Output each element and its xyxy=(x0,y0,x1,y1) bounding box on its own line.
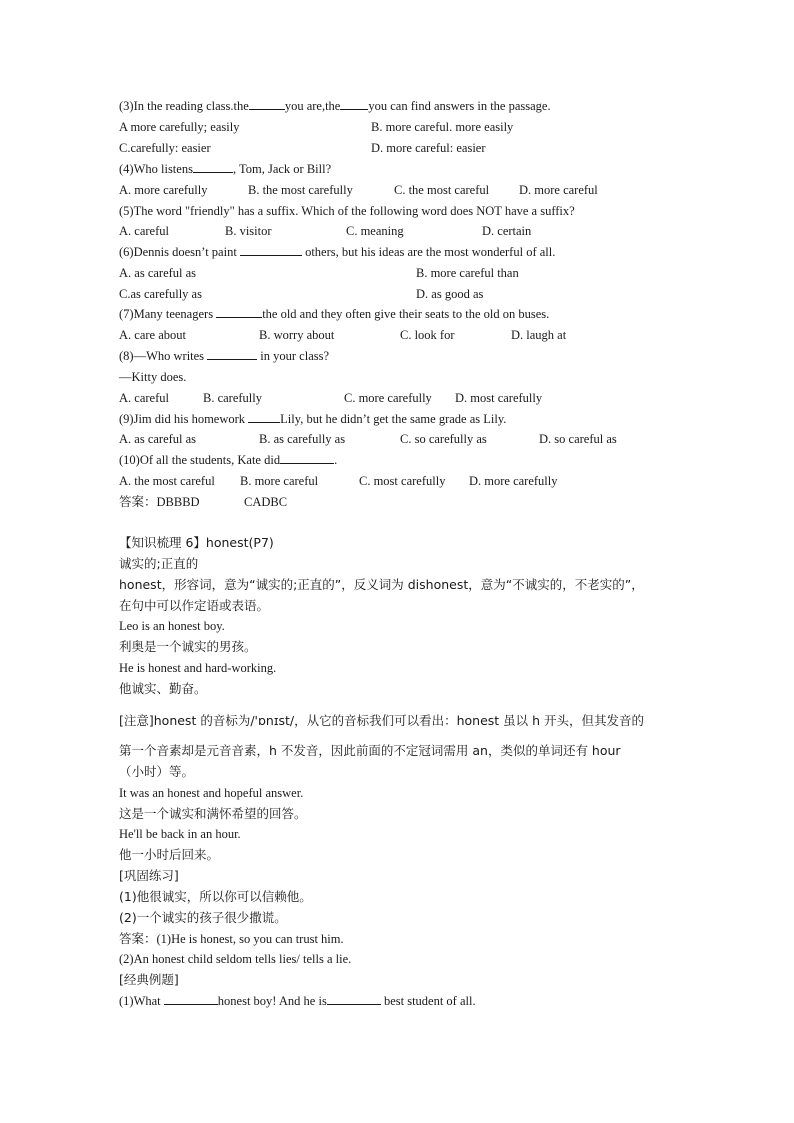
q8-option-b: B. carefully xyxy=(203,391,263,405)
q10-option-d: D. more carefully xyxy=(469,474,558,488)
definition-line1: honest，形容词，意为“诚实的;正直的”，反义词为 dishonest，意为“不诚实的，不老实的”， xyxy=(119,577,644,592)
q7-stem-part1: (7)Many teenagers xyxy=(119,307,214,321)
answer-blank xyxy=(340,98,368,110)
q10-option-b: B. more careful xyxy=(240,474,319,488)
section-heading: 【知识梳理 6】honest(P7) xyxy=(119,535,274,550)
q4-stem-part1: (4)Who listens xyxy=(119,162,193,176)
question-3 xyxy=(119,98,551,114)
q4-option-a: A. more carefully xyxy=(119,183,208,197)
q5-option-c: C. meaning xyxy=(346,224,404,238)
q10-stem-part1: (10)Of all the students, Kate did xyxy=(119,453,281,467)
q4-option-b: B. the most carefully xyxy=(248,183,353,197)
example-3-chinese: 这是一个诚实和满怀希望的回答。 xyxy=(119,806,307,821)
question-6 xyxy=(119,244,555,260)
q10-option-c: C. most carefully xyxy=(359,474,446,488)
example-1-english: Leo is an honest boy. xyxy=(119,619,225,633)
q7-option-d: D. laugh at xyxy=(511,328,567,342)
q6-option-c: C.as carefully as xyxy=(119,287,202,301)
q8-reply xyxy=(119,369,186,385)
answer-blank xyxy=(216,306,262,318)
answer-part1: DBBBD xyxy=(156,495,200,509)
question-4 xyxy=(119,161,331,177)
q6-stem-part2: others, but his ideas are the most wonderful of all. xyxy=(305,245,556,259)
q9-stem-part2: Lily, but he didn’t get the same grade as Lily. xyxy=(280,412,507,426)
answer-blank xyxy=(240,244,302,256)
q5-option-b: B. visitor xyxy=(225,224,272,238)
q7-option-a: A. care about xyxy=(119,328,186,342)
answer-blank xyxy=(280,452,334,464)
example-2-chinese: 他诚实、勤奋。 xyxy=(119,681,207,696)
q9-option-d: D. so careful as xyxy=(539,432,617,446)
q3-option-b: B. more careful. more easily xyxy=(371,120,514,134)
q8-option-d: D. most carefully xyxy=(455,391,543,405)
question-10 xyxy=(119,452,337,468)
q3-option-c: C.carefully: easier xyxy=(119,141,211,155)
example-1-chinese: 利奥是一个诚实的男孩。 xyxy=(119,639,257,654)
classic-1-part3: best student of all. xyxy=(383,994,476,1008)
q6-option-a: A. as careful as xyxy=(119,266,197,280)
example-2-english: He is honest and hard-working. xyxy=(119,661,277,675)
answer-blank xyxy=(207,348,257,360)
q7-option-b: B. worry about xyxy=(259,328,335,342)
answer-blank xyxy=(248,411,280,423)
q8-option-a: A. careful xyxy=(119,391,169,405)
q8-stem-part2: in your class? xyxy=(260,349,330,363)
example-3-english: It was an honest and hopeful answer. xyxy=(119,786,304,800)
q4-option-d: D. more careful xyxy=(519,183,598,197)
classic-example-1 xyxy=(119,993,476,1009)
answer-blank xyxy=(327,993,381,1005)
q8-stem-part1: (8)—Who writes xyxy=(119,349,205,363)
answer-label: 答案： xyxy=(119,494,157,509)
note-line2: 第一个音素却是元音音素，h 不发音，因此前面的不定冠词需用 an，类似的单词还有 hour xyxy=(119,743,621,758)
practice-item-2: (2)一个诚实的孩子很少撒谎。 xyxy=(119,910,287,925)
question-7 xyxy=(119,306,549,322)
note-line1: [注意]honest 的音标为/'ɒnɪst/，从它的音标我们可以看出：honest 虽以 h 开头，但其发音的 xyxy=(119,713,645,728)
q4-stem-part2: , Tom, Jack or Bill? xyxy=(232,162,332,176)
q6-stem-part1: (6)Dennis doesn’t paint xyxy=(119,245,237,259)
q6-option-b: B. more careful than xyxy=(416,266,519,280)
practice-answer-1: 答案：(1)He is honest, so you can trust him. xyxy=(119,932,344,946)
practice-title: [巩固练习] xyxy=(119,868,179,883)
q8-reply-text: —Kitty does. xyxy=(119,370,187,384)
answer-blank xyxy=(193,161,233,173)
question-5 xyxy=(119,203,575,219)
definition-line2: 在句中可以作定语或表语。 xyxy=(119,598,270,613)
example-4-english: He'll be back in an hour. xyxy=(119,827,241,841)
q3-stem-part2: you are,the xyxy=(284,99,341,113)
practice-item-1: (1)他很诚实，所以你可以信赖他。 xyxy=(119,889,312,904)
example-4-chinese: 他一小时后回来。 xyxy=(119,847,220,862)
q5-stem: (5)The word "friendly" has a suffix. Which of the following word does NOT have a suffix? xyxy=(119,204,575,218)
q9-option-c: C. so carefully as xyxy=(400,432,487,446)
q5-option-a: A. careful xyxy=(119,224,169,238)
question-9 xyxy=(119,411,506,427)
answer-blank xyxy=(249,98,285,110)
practice-answer-2: (2)An honest child seldom tells lies/ tells a lie. xyxy=(119,952,352,966)
q9-stem-part1: (9)Jim did his homework xyxy=(119,412,246,426)
q5-option-d: D. certain xyxy=(482,224,532,238)
q3-stem-part3: you can find answers in the passage. xyxy=(368,99,551,113)
q9-option-a: A. as careful as xyxy=(119,432,197,446)
q8-option-c: C. more carefully xyxy=(344,391,432,405)
q10-stem-part2: . xyxy=(334,453,338,467)
answer-key xyxy=(119,494,288,510)
q4-option-c: C. the most careful xyxy=(394,183,490,197)
q3-stem-part1: (3)In the reading class.the xyxy=(119,99,249,113)
q3-option-a: A more carefully; easily xyxy=(119,120,240,134)
q3-option-d: D. more careful: easier xyxy=(371,141,486,155)
classic-1-part1: (1)What xyxy=(119,994,161,1008)
classic-1-part2: honest boy! And he is xyxy=(217,994,327,1008)
answer-blank xyxy=(164,993,218,1005)
q10-option-a: A. the most careful xyxy=(119,474,215,488)
answer-part2: CADBC xyxy=(244,495,288,509)
q7-option-c: C. look for xyxy=(400,328,455,342)
question-8 xyxy=(119,348,329,364)
q6-option-d: D. as good as xyxy=(416,287,484,301)
classic-example-title: [经典例题] xyxy=(119,972,179,987)
note-line3: （小时）等。 xyxy=(119,764,195,779)
q7-stem-part2: the old and they often give their seats to the old on buses. xyxy=(262,307,550,321)
word-meaning: 诚实的;正直的 xyxy=(119,556,199,571)
q9-option-b: B. as carefully as xyxy=(259,432,346,446)
